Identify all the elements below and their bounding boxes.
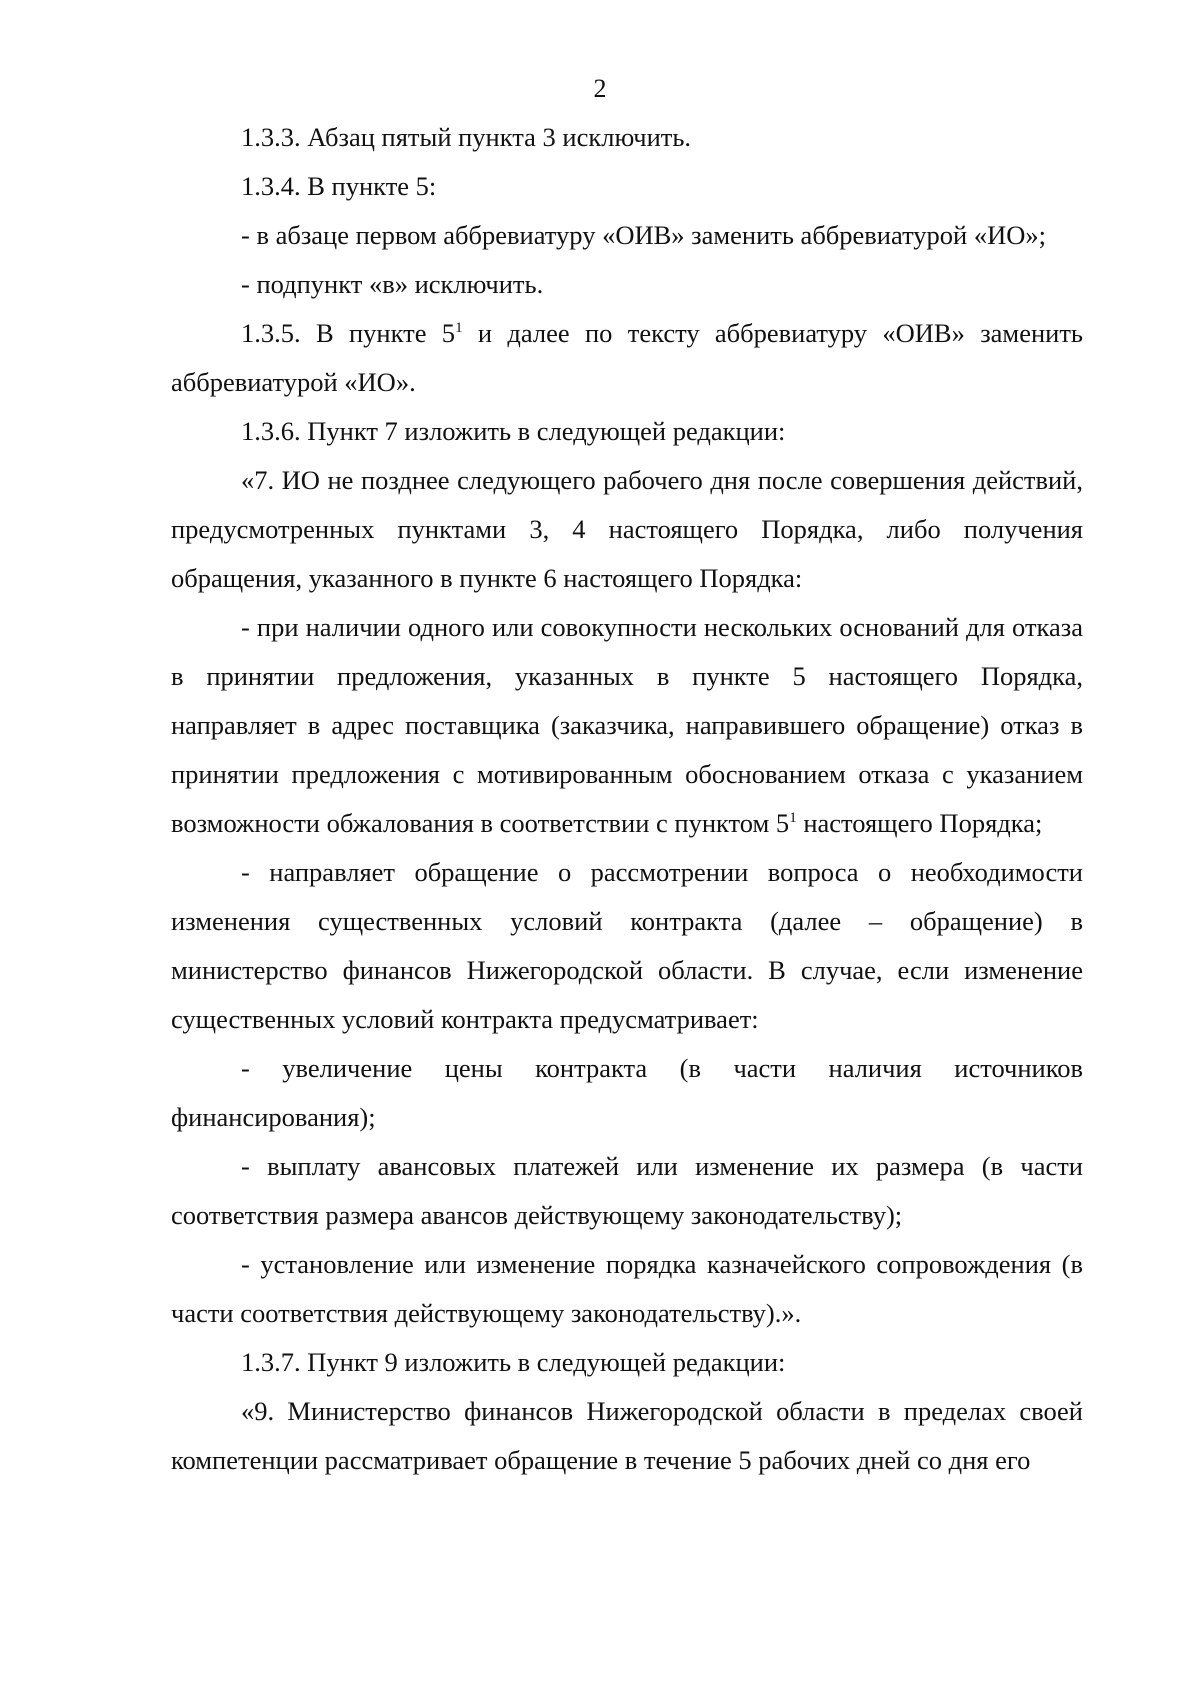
superscript-one: 1	[789, 810, 797, 827]
paragraph-1-3-5-post: и далее по тексту аббревиатуру «ОИВ» заменить аббревиатурой «ИО».	[171, 318, 1083, 397]
paragraph-treasury-support: - установление или изменение порядка казначейского сопровождения (в части соответствия действующему законодательству).».	[171, 1249, 1083, 1328]
document-body	[171, 113, 1083, 1485]
paragraph-appeal: - направляет обращение о рассмотрении вопроса о необходимости изменения существенных условий контракта (далее – обращение) в министерство финансов Нижегородской области. В случае, если изменение существенных условий контракта предусматривает:	[171, 857, 1083, 1034]
paragraph-refusal-post: настоящего Порядка;	[796, 808, 1043, 838]
paragraph-1-3-4: 1.3.4. В пункте 5:	[241, 171, 437, 201]
paragraph-refusal	[171, 603, 1083, 848]
paragraph-point-9: «9. Министерство финансов Нижегородской области в пределах своей компетенции рассматривает обращение в течение 5 рабочих дней со дня его	[171, 1396, 1083, 1475]
paragraph-subpoint-v: - подпункт «в» исключить.	[241, 269, 544, 299]
superscript-one: 1	[455, 320, 463, 337]
paragraph-point-7: «7. ИО не позднее следующего рабочего дня после совершения действий, предусмотренных пунктами 3, 4 настоящего Порядка, либо получения обращения, указанного в пункте 6 настоящего Порядка:	[171, 465, 1083, 593]
paragraph-1-3-5-pre: 1.3.5. В пункте 5	[241, 318, 456, 348]
page-number: 2	[593, 74, 607, 103]
paragraph-price-increase: - увеличение цены контракта (в части наличия источников финансирования);	[171, 1053, 1083, 1132]
paragraph-refusal-pre: - при наличии одного или совокупности нескольких оснований для отказа в принятии предложения, указанных в пункте 5 настоящего Порядка, направляет в адрес поставщика (заказчика, направившего обращение) отказ в принятии предложения с мотивированным обоснованием отказа с указанием возможности обжалования в соответствии с пунктом 5	[171, 612, 1083, 838]
paragraph-advance-payments: - выплату авансовых платежей или изменение их размера (в части соответствия размера авансов действующему законодательству);	[171, 1151, 1083, 1230]
paragraph-1-3-6: 1.3.6. Пункт 7 изложить в следующей редакции:	[241, 416, 786, 446]
paragraph-1-3-7: 1.3.7. Пункт 9 изложить в следующей редакции:	[241, 1347, 786, 1377]
paragraph-1-3-5	[171, 309, 1083, 407]
paragraph-abbreviation-first: - в абзаце первом аббревиатуру «ОИВ» заменить аббревиатурой «ИО»;	[241, 220, 1046, 250]
paragraph-1-3-3: 1.3.3. Абзац пятый пункта 3 исключить.	[241, 122, 692, 152]
